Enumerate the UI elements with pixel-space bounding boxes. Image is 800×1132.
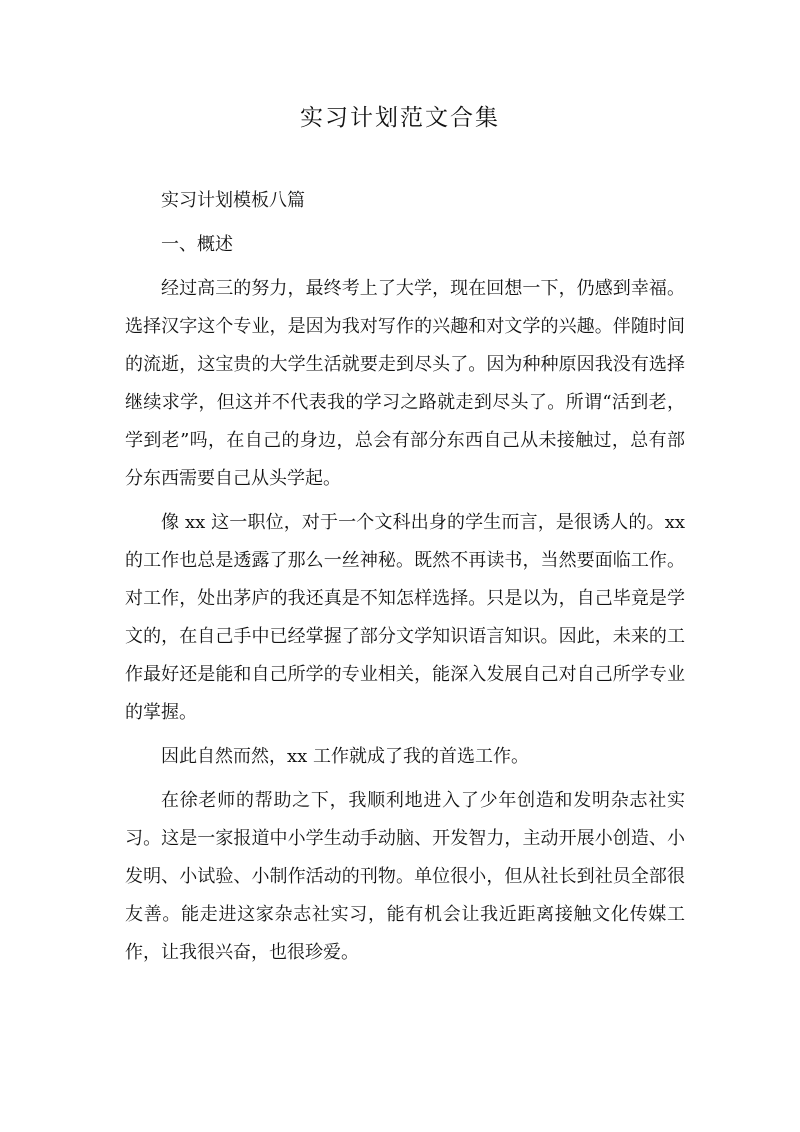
document-subtitle: 实习计划模板八篇 [161, 190, 305, 211]
paragraph-4: 在徐老师的帮助之下，我顺利地进入了少年创造和发明杂志社实习。这是一家报道中小学生动手动脑、开发智力，主动开展小创造、小发明、小试验、小制作活动的刊物。单位很小，但从社长到社员全部很友善。能走进这家杂志社实习，能有机会让我近距离接触文化传媒工作，让我很兴奋，也很珍爱。 [125, 790, 685, 963]
paragraph-3: 因此自然而然，xx 工作就成了我的首选工作。 [161, 746, 530, 767]
paragraph-2: 像 xx 这一职位，对于一个文科出身的学生而言，是很诱人的。xx的工作也总是透露了那么一丝神秘。既然不再读书，当然要面临工作。对工作，处出茅庐的我还真是不知怎样选择。只是以为，自己毕竟是学文的，在自己手中已经掌握了部分文学知识语言知识。因此，未来的工作最好还是能和自己所学的专业相关，能深入发展自己对自己所学专业的掌握。 [125, 512, 685, 723]
section-heading: 一、概述 [161, 234, 233, 255]
document-body [125, 182, 685, 972]
paragraph-1: 经过高三的努力，最终考上了大学，现在回想一下，仍感到幸福。选择汉字这个专业，是因为我对写作的兴趣和对文学的兴趣。伴随时间的流逝，这宝贵的大学生活就要走到尽头了。因为种种原因我没有选择继续求学，但这并不代表我的学习之路就走到尽头了。所谓“活到老，学到老”吗，在自己的身边，总会有部分东西自己从未接触过，总有部分东西需要自己从头学起。 [125, 278, 685, 489]
document-title: 实习计划范文合集 [300, 105, 500, 131]
